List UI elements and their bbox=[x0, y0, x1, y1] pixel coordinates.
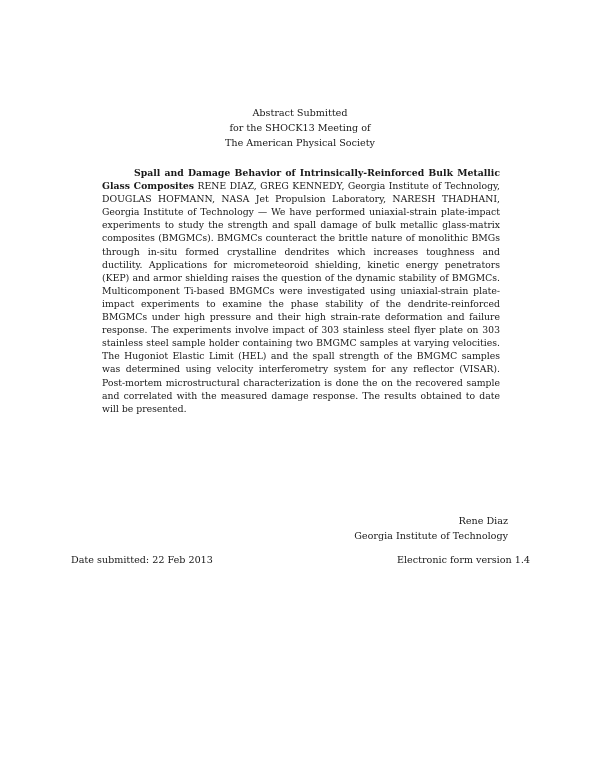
signature-block bbox=[354, 514, 508, 544]
abstract-text: RENE DIAZ, GREG KENNEDY, Georgia Institute of Technology, DOUGLAS HOFMANN, NASA Jet Propulsion Laboratory, NARESH THADHANI, Georgia Institute of Technology — We have performed uniaxial-strain plate-impact experiments to study the strength and spall damage of bulk metallic glass-matrix composites (BMGMCs). BMGMCs counteract the brittle nature of monolithic BMGs through in-situ formed crystalline dendrites which increases toughness and ductility. Applications for micrometeoroid shielding, kinetic energy penetrators (KEP) and armor shielding raises the question of the dynamic stability of BMGMCs. Multicomponent Ti-based BMGMCs were investigated using uniaxial-strain plate-impact experiments to examine the phase stability of the dendrite-reinforced BMGMCs under high pressure and their high strain-rate deformation and failure response. The experiments involve impact of 303 stainless steel flyer plate on 303 stainless steel sample holder containing two BMGMC samples at varying velocities. The Hugoniot Elastic Limit (HEL) and the spall strength of the BMGMC samples was determined using velocity interferometry system for any reflector (VISAR). Post-mortem microstructural characterization is done the on the recovered sample and correlated with the measured damage response. The results obtained to date will be presented. bbox=[102, 181, 500, 415]
abstract-body bbox=[102, 167, 500, 416]
date-submitted: Date submitted: 22 Feb 2013 bbox=[71, 555, 213, 566]
signature-name: Rene Diaz bbox=[458, 516, 508, 527]
header-line-abstract-submitted: Abstract Submitted bbox=[252, 108, 348, 119]
submission-header bbox=[0, 106, 600, 151]
signature-affiliation: Georgia Institute of Technology bbox=[354, 531, 508, 542]
header-line-meeting: for the SHOCK13 Meeting of bbox=[229, 123, 371, 134]
abstract-title: Spall and Damage Behavior of Intrinsically-Reinforced Bulk Metallic Glass Composites bbox=[102, 168, 500, 193]
header-line-society: The American Physical Society bbox=[225, 138, 375, 149]
form-version: Electronic form version 1.4 bbox=[396, 555, 530, 566]
